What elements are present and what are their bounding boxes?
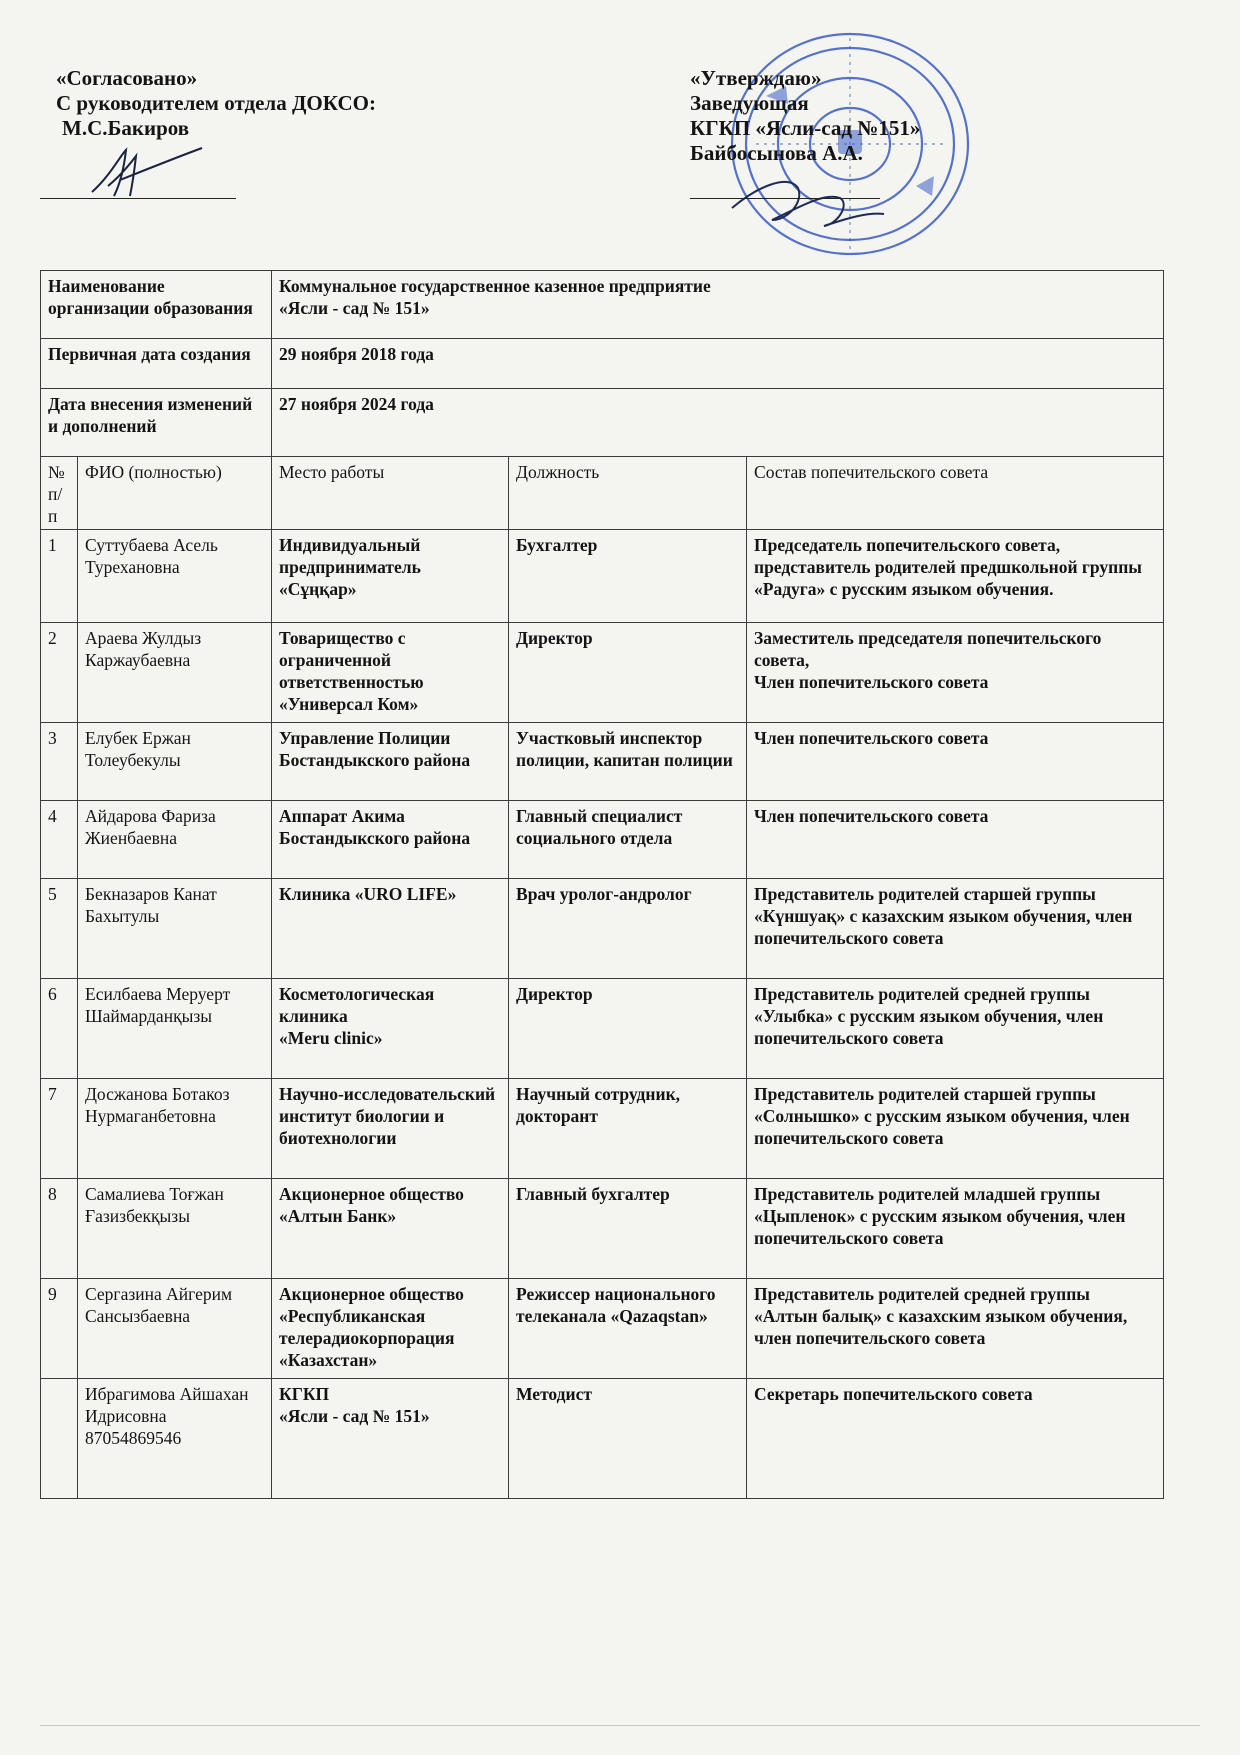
- member-board-role: Секретарь попечительского совета: [747, 1379, 1164, 1499]
- board-table: [40, 270, 1164, 1499]
- member-name: Араева Жулдыз Каржаубаевна: [78, 623, 272, 723]
- member-workplace: Акционерное общество «Республиканская телерадиокорпорация «Казахстан»: [272, 1279, 509, 1379]
- member-board-role: Заместитель председателя попечительского совета, Член попечительского совета: [747, 623, 1164, 723]
- member-board-role: Представитель родителей младшей группы «Цыпленок» с русским языком обучения, член попечительского совета: [747, 1179, 1164, 1279]
- approve-name: Байбосынова А.А.: [690, 141, 863, 165]
- info-label: Дата внесения изменений и дополнений: [41, 389, 272, 457]
- table-row: [41, 1179, 1164, 1279]
- member-workplace: Научно-исследовательский институт биологии и биотехнологии: [272, 1079, 509, 1179]
- table-row: [41, 1379, 1164, 1499]
- member-number: 6: [41, 979, 78, 1079]
- info-row: [41, 271, 1164, 339]
- member-number: 5: [41, 879, 78, 979]
- table-row: [41, 1279, 1164, 1379]
- info-label: Первичная дата создания: [41, 339, 272, 389]
- info-value: 27 ноября 2024 года: [272, 389, 1164, 457]
- member-number: 4: [41, 801, 78, 879]
- member-position: Научный сотрудник, докторант: [509, 1079, 747, 1179]
- approve-position: Заведующая: [690, 91, 809, 115]
- member-board-role: Представитель родителей старшей группы «Күншуақ» с казахским языком обучения, член попечительского совета: [747, 879, 1164, 979]
- agreed-department: С руководителем отдела ДОКСО:: [56, 91, 376, 115]
- member-board-role: Представитель родителей средней группы «Алтын балық» с казахским языком обучения, член попечительского совета: [747, 1279, 1164, 1379]
- member-name: Айдарова Фариза Жиенбаевна: [78, 801, 272, 879]
- member-board-role: Член попечительского совета: [747, 723, 1164, 801]
- member-name: Елубек Ержан Толеубекулы: [78, 723, 272, 801]
- member-board-role: Член попечительского совета: [747, 801, 1164, 879]
- member-position: Директор: [509, 623, 747, 723]
- info-label: Наименование организации образования: [41, 271, 272, 339]
- member-position: Режиссер национального телеканала «Qazaqstan»: [509, 1279, 747, 1379]
- member-position: Участковый инспектор полиции, капитан полиции: [509, 723, 747, 801]
- member-board-role: Представитель родителей средней группы «Улыбка» с русским языком обучения, член попечительского совета: [747, 979, 1164, 1079]
- header-position: Должность: [509, 457, 747, 530]
- approve-title: «Утверждаю»: [690, 66, 822, 90]
- member-workplace: Товарищество с ограниченной ответственностью «Универсал Ком»: [272, 623, 509, 723]
- member-position: Бухгалтер: [509, 530, 747, 623]
- info-row: [41, 389, 1164, 457]
- header-number: № п/п: [41, 457, 78, 530]
- member-position: Директор: [509, 979, 747, 1079]
- agreed-block: [56, 66, 376, 141]
- agreed-name: М.С.Бакиров: [62, 116, 190, 140]
- header-full-name: ФИО (полностью): [78, 457, 272, 530]
- header-workplace: Место работы: [272, 457, 509, 530]
- signature-line-left: [40, 198, 236, 199]
- info-value: 29 ноября 2018 года: [272, 339, 1164, 389]
- page-bottom-rule: [40, 1725, 1200, 1726]
- member-name: Есилбаева Меруерт Шаймарданқызы: [78, 979, 272, 1079]
- member-workplace: Аппарат Акима Бостандыкского района: [272, 801, 509, 879]
- table-row: [41, 530, 1164, 623]
- signature-line-right: [690, 198, 880, 199]
- member-number: 8: [41, 1179, 78, 1279]
- member-number: 9: [41, 1279, 78, 1379]
- header-board-role: Состав попечительского совета: [747, 457, 1164, 530]
- member-name: Досжанова Ботакоз Нурмаганбетовна: [78, 1079, 272, 1179]
- member-number: 7: [41, 1079, 78, 1179]
- member-number: 3: [41, 723, 78, 801]
- signature-right: [728, 168, 888, 238]
- member-name: Суттубаева Асель Турехановна: [78, 530, 272, 623]
- member-name: Сергазина Айгерим Сансызбаевна: [78, 1279, 272, 1379]
- member-name: Бекназаров Канат Бахытулы: [78, 879, 272, 979]
- member-number: [41, 1379, 78, 1499]
- member-workplace: Управление Полиции Бостандыкского района: [272, 723, 509, 801]
- member-workplace: Индивидуальный предприниматель «Сұңқар»: [272, 530, 509, 623]
- info-value: Коммунальное государственное казенное предприятие «Ясли - сад № 151»: [272, 271, 1164, 339]
- member-position: Врач уролог-андролог: [509, 879, 747, 979]
- table-row: [41, 879, 1164, 979]
- agreed-title: «Согласовано»: [56, 66, 198, 90]
- table-row: [41, 723, 1164, 801]
- member-position: Методист: [509, 1379, 747, 1499]
- table-row: [41, 801, 1164, 879]
- member-workplace: Акционерное общество «Алтын Банк»: [272, 1179, 509, 1279]
- member-workplace: Клиника «URO LIFE»: [272, 879, 509, 979]
- member-name: Самалиева Тоғжан Ғазизбекқызы: [78, 1179, 272, 1279]
- table-row: [41, 979, 1164, 1079]
- approve-block: [690, 66, 920, 166]
- table-row: [41, 1079, 1164, 1179]
- table-header-row: [41, 457, 1164, 530]
- info-row: [41, 339, 1164, 389]
- approve-organization: КГКП «Ясли-сад №151»: [690, 116, 921, 140]
- member-board-role: Председатель попечительского совета, представитель родителей предшкольной группы «Радуга» с русским языком обучения.: [747, 530, 1164, 623]
- member-number: 2: [41, 623, 78, 723]
- member-workplace: Косметологическая клиника «Meru clinic»: [272, 979, 509, 1079]
- signature-left: [90, 146, 210, 202]
- member-position: Главный специалист социального отдела: [509, 801, 747, 879]
- member-position: Главный бухгалтер: [509, 1179, 747, 1279]
- member-board-role: Представитель родителей старшей группы «Солнышко» с русским языком обучения, член попечительского совета: [747, 1079, 1164, 1179]
- member-number: 1: [41, 530, 78, 623]
- table-row: [41, 623, 1164, 723]
- member-workplace: КГКП «Ясли - сад № 151»: [272, 1379, 509, 1499]
- member-name: Ибрагимова Айшахан Идрисовна 87054869546: [78, 1379, 272, 1499]
